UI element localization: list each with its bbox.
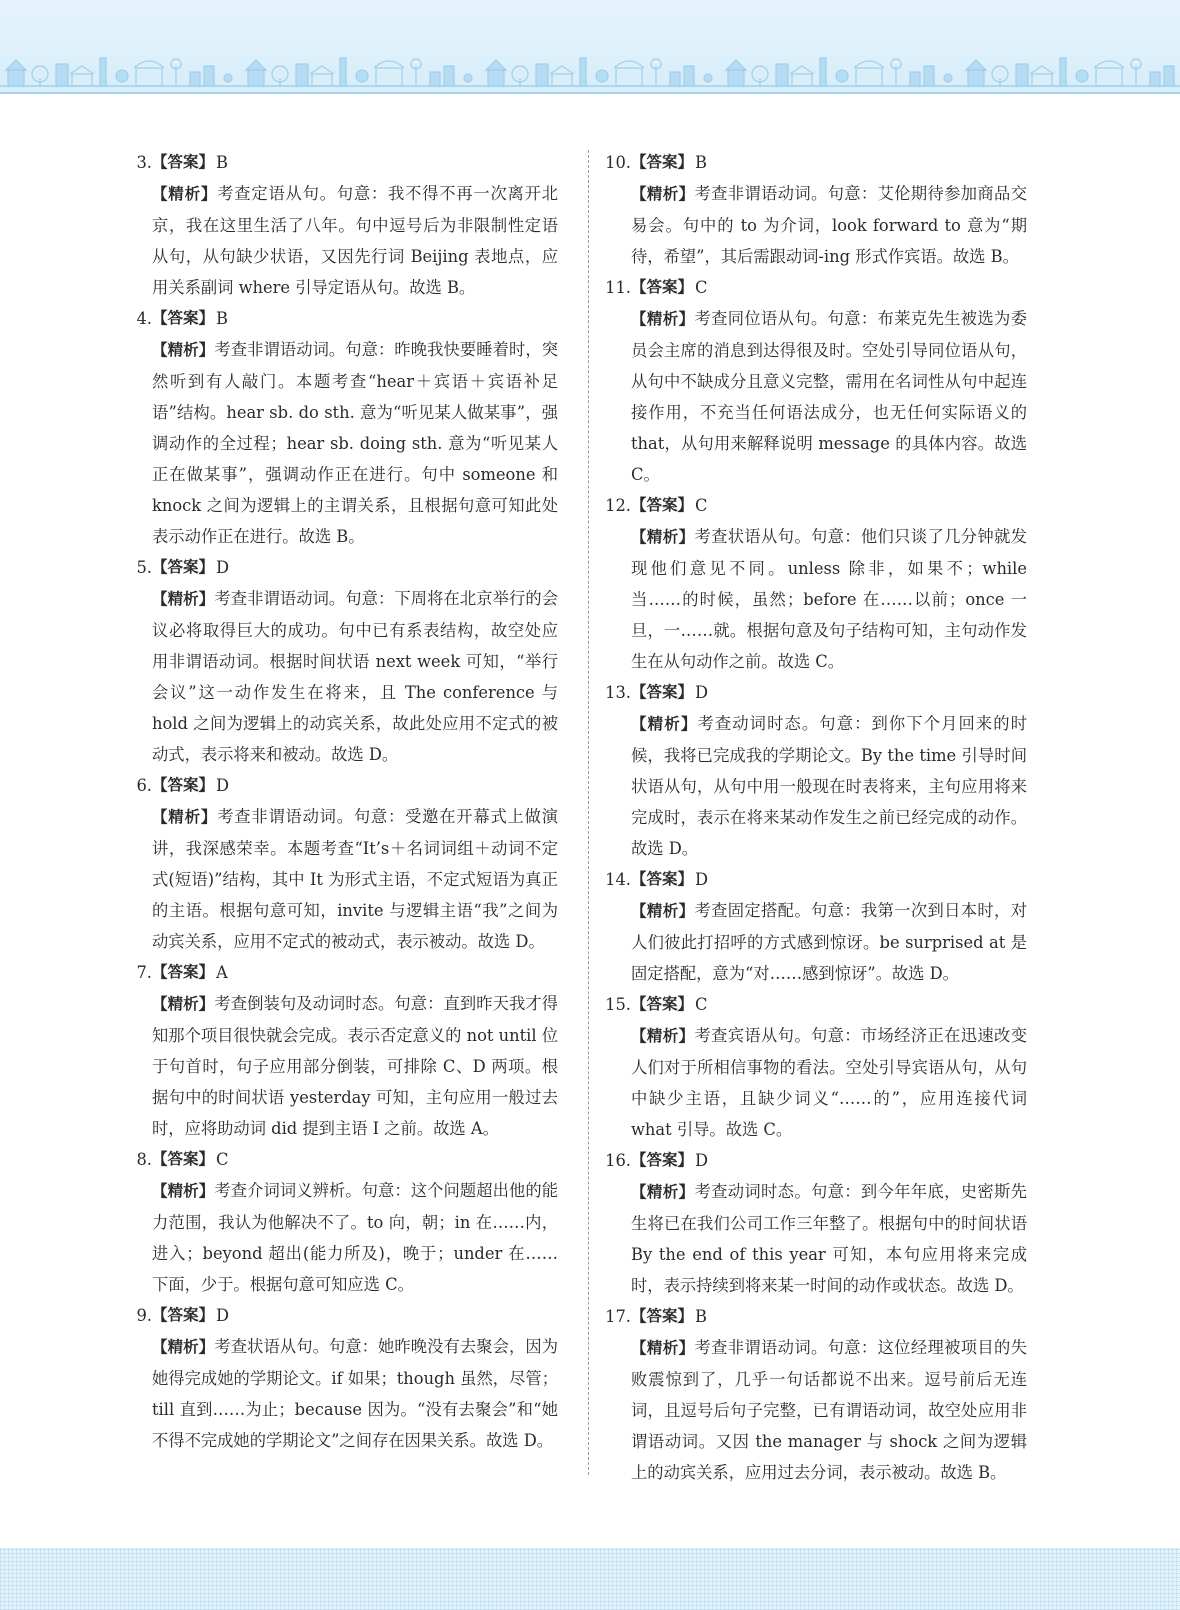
answer-label: 【答案】: [152, 776, 215, 794]
answer-label: 【答案】: [631, 1151, 694, 1169]
analysis-label: 【精析】: [152, 1338, 215, 1356]
answer-value: B: [695, 1307, 707, 1326]
answer-label: 【答案】: [152, 1306, 215, 1324]
answer-value: D: [216, 1306, 230, 1325]
analysis-label: 【精析】: [152, 995, 215, 1013]
answer-label: 【答案】: [152, 558, 215, 576]
analysis-text: 考查倒装句及动词时态。句意：直到昨天我才得知那个项目很快就会完成。表示否定意义的 not until 位于句首时，句子应用部分倒装，可排除 C、D 两项。根据句中的时间状语 yesterday 可知，主句应用一般过去时，应将助动词 did 提到主语 I 之前。故选 A。: [152, 994, 558, 1138]
footer-decoration-band: [0, 1548, 1180, 1610]
question-number: 13.: [605, 683, 631, 702]
analysis-text: 考查固定搭配。句意：我第一次到日本时，对人们彼此打招呼的方式感到惊讶。be surprised at 是固定搭配，意为“对……感到惊讶”。故选 D。: [631, 901, 1027, 983]
analysis-label: 【精析】: [631, 1339, 695, 1357]
answer-value: D: [216, 776, 230, 795]
question-number: 14.: [605, 870, 631, 889]
answer-label: 【答案】: [152, 1150, 215, 1168]
answer-value: D: [695, 1151, 709, 1170]
analysis-text: 考查同位语从句。句意：布莱克先生被选为委员会主席的消息到达得很及时。空处引导同位语从句，从句中不缺成分且意义完整，需用在名词性从句中起连接作用，不充当任何语法成分，也无任何实际语义的 that，从句用来解释说明 message 的具体内容。故选 C。: [631, 309, 1027, 484]
answer-value: C: [695, 995, 708, 1014]
analysis-label: 【精析】: [631, 310, 695, 328]
answer-item-15: [597, 989, 1027, 1145]
town-skyline-illustration: [0, 48, 1180, 90]
question-number: 7.: [136, 963, 152, 982]
analysis-label: 【精析】: [152, 341, 215, 359]
answer-value: C: [695, 496, 708, 515]
question-number: 16.: [605, 1151, 631, 1170]
analysis-text: 考查状语从句。句意：他们只谈了几分钟就发现他们意见不同。unless 除非，如果不；while 当……的时候，虽然；before 在……以前；once 一旦，一……就。根据句意及句子结构可知，主句动作发生在从句动作之前。故选 C。: [631, 527, 1027, 671]
analysis-label: 【精析】: [152, 808, 218, 826]
answer-item-12: [597, 490, 1027, 677]
analysis-label: 【精析】: [631, 185, 695, 203]
question-number: 6.: [136, 776, 152, 795]
answer-item-14: [597, 864, 1027, 989]
question-number: 4.: [136, 309, 152, 328]
question-number: 5.: [136, 558, 152, 577]
column-divider: [588, 150, 589, 1475]
answer-value: D: [695, 683, 709, 702]
analysis-label: 【精析】: [631, 1027, 695, 1045]
answer-label: 【答案】: [631, 496, 694, 514]
answer-label: 【答案】: [631, 1307, 694, 1325]
analysis-text: 考查宾语从句。句意：市场经济正在迅速改变人们对于所相信事物的看法。空处引导宾语从句，从句中缺少主语，且缺少词义“……的”，应用连接代词 what 引导。故选 C。: [631, 1026, 1027, 1139]
answer-label: 【答案】: [152, 963, 215, 981]
analysis-label: 【精析】: [152, 590, 215, 608]
question-number: 8.: [136, 1150, 152, 1169]
right-column: [597, 147, 1027, 1488]
answer-item-4: [128, 303, 558, 552]
analysis-label: 【精析】: [152, 1182, 215, 1200]
analysis-label: 【精析】: [631, 902, 695, 920]
answer-label: 【答案】: [152, 153, 215, 171]
analysis-text: 考查非谓语动词。句意：昨晚我快要睡着时，突然听到有人敲门。本题考查“hear＋宾语＋宾语补足语”结构。hear sb. do sth. 意为“听见某人做某事”，强调动作的全过程；hear sb. doing sth. 意为“听见某人正在做某事”，强调动作正在进行。句中 someone 和 knock 之间为逻辑上的主谓关系，且根据句意可知此处表示动作正在进行。故选 B。: [152, 340, 558, 546]
analysis-label: 【精析】: [631, 715, 698, 733]
answer-item-5: [128, 552, 558, 770]
question-number: 3.: [136, 153, 152, 172]
analysis-label: 【精析】: [152, 185, 218, 203]
answer-value: B: [695, 153, 707, 172]
answer-item-6: [128, 770, 558, 957]
question-number: 15.: [605, 995, 631, 1014]
answer-label: 【答案】: [631, 683, 694, 701]
question-number: 9.: [136, 1306, 152, 1325]
answer-item-3: [128, 147, 558, 303]
analysis-text: 考查动词时态。句意：到你下个月回来的时候，我将已完成我的学期论文。By the time 引导时间状语从句，从句中用一般现在时表将来，主句应用将来完成时，表示在将来某动作发生之前已经完成的动作。故选 D。: [631, 714, 1027, 858]
answer-value: D: [695, 870, 709, 889]
analysis-text: 考查非谓语动词。句意：艾伦期待参加商品交易会。句中的 to 为介词，look forward to 意为“期待，希望”，其后需跟动词-ing 形式作宾语。故选 B。: [631, 184, 1027, 266]
answer-value: C: [695, 278, 708, 297]
analysis-text: 考查动词时态。句意：到今年年底，史密斯先生将已在我们公司工作三年整了。根据句中的时间状语 By the end of this year 可知，本句应用将来完成时，表示持续到将来某一时间的动作或状态。故选 D。: [631, 1182, 1027, 1295]
answer-item-7: [128, 957, 558, 1144]
answer-value: A: [216, 963, 228, 982]
answer-item-9: [128, 1300, 558, 1456]
answer-value: B: [216, 153, 228, 172]
answer-item-17: [597, 1301, 1027, 1488]
answer-item-13: [597, 677, 1027, 864]
question-number: 12.: [605, 496, 631, 515]
answer-label: 【答案】: [631, 153, 694, 171]
analysis-label: 【精析】: [631, 528, 695, 546]
analysis-text: 考查非谓语动词。句意：这位经理被项目的失败震惊到了，几乎一句话都说不出来。逗号前后无连词，且逗号后句子完整，已有谓语动词，故空处应用非谓语动词。又因 the manager 与 shock 之间为逻辑上的动宾关系，应用过去分词，表示被动。故选 B。: [631, 1338, 1027, 1482]
answer-label: 【答案】: [152, 309, 215, 327]
analysis-text: 考查非谓语动词。句意：下周将在北京举行的会议必将取得巨大的成功。句中已有系表结构，故空处应用非谓语动词。根据时间状语 next week 可知，“举行会议”这一动作发生在将来，且 The conference 与 hold 之间为逻辑上的动宾关系，故此处应用不定式的被动式，表示将来和被动。故选 D。: [152, 589, 558, 764]
analysis-text: 考查介词词义辨析。句意：这个问题超出他的能力范围，我认为他解决不了。to 向，朝；in 在……内，进入；beyond 超出(能力所及)，晚于；under 在……下面，少于。根据句意可知应选 C。: [152, 1181, 558, 1294]
answer-item-11: [597, 272, 1027, 490]
answer-item-16: [597, 1145, 1027, 1301]
question-number: 11.: [605, 278, 631, 297]
answer-value: C: [216, 1150, 229, 1169]
analysis-text: 考查状语从句。句意：她昨晚没有去聚会，因为她得完成她的学期论文。if 如果；though 虽然，尽管；till 直到……为止；because 因为。“没有去聚会”和“她不得不完成她的学期论文”之间存在因果关系。故选 D。: [152, 1337, 558, 1450]
question-number: 10.: [605, 153, 631, 172]
analysis-text: 考查定语从句。句意：我不得不再一次离开北京，我在这里生活了八年。句中逗号后为非限制性定语从句，从句缺少状语，又因先行词 Beijing 表地点，应用关系副词 where 引导定语从句。故选 B。: [152, 184, 558, 297]
answer-label: 【答案】: [631, 995, 694, 1013]
answer-item-10: [597, 147, 1027, 272]
analysis-text: 考查非谓语动词。句意：受邀在开幕式上做演讲，我深感荣幸。本题考查“It’s＋名词词组＋动词不定式(短语)”结构，其中 It 为形式主语，不定式短语为真正的主语。根据句意可知，invite 与逻辑主语“我”之间为动宾关系，应用不定式的被动式，表示被动。故选 D。: [152, 807, 558, 951]
answer-item-8: [128, 1144, 558, 1300]
header-decoration-band: [0, 0, 1180, 94]
answer-value: B: [216, 309, 228, 328]
question-number: 17.: [605, 1307, 631, 1326]
analysis-label: 【精析】: [631, 1183, 695, 1201]
left-column: [128, 147, 558, 1456]
answer-value: D: [216, 558, 230, 577]
answer-label: 【答案】: [631, 278, 694, 296]
answer-label: 【答案】: [631, 870, 694, 888]
